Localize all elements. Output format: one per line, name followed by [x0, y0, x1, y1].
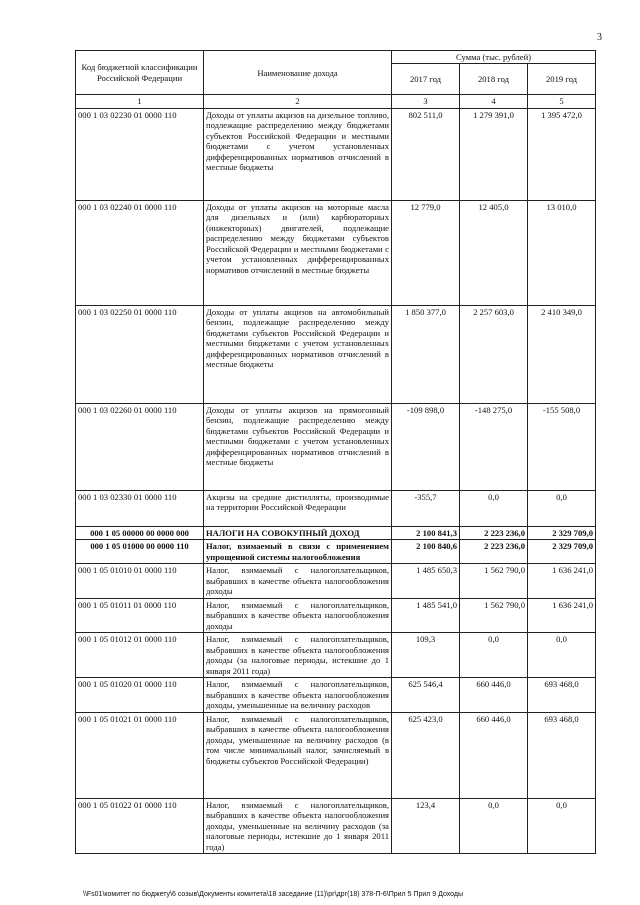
row-name: НАЛОГИ НА СОВОКУПНЫЙ ДОХОД [204, 526, 392, 539]
row-value-2017: 12 779,0 [392, 200, 460, 305]
col-number: 5 [528, 95, 596, 108]
row-code: 000 1 05 01011 01 0000 110 [76, 598, 204, 632]
col-number: 1 [76, 95, 204, 108]
row-code: 000 1 05 01000 00 0000 110 [76, 540, 204, 564]
row-value-2017: 625 423,0 [392, 712, 460, 798]
row-value-2018: 12 405,0 [460, 200, 528, 305]
col-number: 2 [204, 95, 392, 108]
row-value-2018: -148 275,0 [460, 403, 528, 490]
row-value-2019: 13 010,0 [528, 200, 596, 305]
row-code: 000 1 03 02250 01 0000 110 [76, 305, 204, 403]
row-value-2017: 2 100 841,3 [392, 526, 460, 539]
row-name: Акцизы на средние дистилляты, производимые на территории Российской Федерации [204, 490, 392, 526]
row-code: 000 1 05 01022 01 0000 110 [76, 798, 204, 853]
row-name: Доходы от уплаты акцизов на моторные масла для дизельных и (или) карбюраторных (инжекторных) двигателей, подлежащие распределению между бюджетами субъектов Российской Федерации и местными бюджетами с учетом установленных дифференцированных нормативов отчислений в местные бюджеты [204, 200, 392, 305]
table-row [76, 564, 596, 598]
row-code: 000 1 03 02260 01 0000 110 [76, 403, 204, 490]
row-value-2019: 693 468,0 [528, 678, 596, 712]
row-name: Налог, взимаемый с налогоплательщиков, выбравших в качестве объекта налогообложения доходы [204, 598, 392, 632]
row-value-2018: 660 446,0 [460, 678, 528, 712]
header-name: Наименование дохода [204, 51, 392, 95]
row-name: Доходы от уплаты акцизов на автомобильный бензин, подлежащие распределению между бюджетами субъектов Российской Федерации и местными бюджетами с учетом установленных дифференцированных нормативов отчислений в местные бюджеты [204, 305, 392, 403]
row-value-2019: 0,0 [528, 798, 596, 853]
row-value-2019: 1 395 472,0 [528, 108, 596, 200]
header-code: Код бюджетной классификации Российской Федерации [76, 51, 204, 95]
row-value-2017: -109 898,0 [392, 403, 460, 490]
row-value-2018: 2 223 236,0 [460, 526, 528, 539]
row-value-2018: 660 446,0 [460, 712, 528, 798]
col-number: 4 [460, 95, 528, 108]
row-value-2019: 0,0 [528, 633, 596, 678]
row-code: 000 1 03 02230 01 0000 110 [76, 108, 204, 200]
row-value-2018: 2 257 603,0 [460, 305, 528, 403]
row-value-2017: 625 546,4 [392, 678, 460, 712]
page-number: 3 [597, 32, 602, 43]
row-value-2018: 1 279 391,0 [460, 108, 528, 200]
header-year-2017: 2017 год [392, 64, 460, 95]
row-value-2017: 2 100 840,6 [392, 540, 460, 564]
row-value-2017: 1 850 377,0 [392, 305, 460, 403]
revenue-table [75, 50, 596, 854]
row-value-2018: 1 562 790,0 [460, 564, 528, 598]
file-path-footer: \\Fs01\комитет по бюджету\6 созыв\Документы комитета\18 заседание (11)\рг\дрг(18) 378-П-6\Прил 5 Прил 9 Доходы [83, 891, 464, 898]
row-name: Налог, взимаемый с налогоплательщиков, выбравших в качестве объекта налогообложения доходы, уменьшенные на величину расходов [204, 678, 392, 712]
row-value-2019: 1 636 241,0 [528, 564, 596, 598]
row-value-2019: -155 508,0 [528, 403, 596, 490]
col-number: 3 [392, 95, 460, 108]
row-value-2019: 693 468,0 [528, 712, 596, 798]
row-value-2017: 1 485 650,3 [392, 564, 460, 598]
table-row [76, 712, 596, 798]
table-row [76, 526, 596, 539]
table-row [76, 598, 596, 632]
row-name: Налог, взимаемый с налогоплательщиков, выбравших в качестве объекта налогообложения доходы (за налоговые периоды, истекшие до 1 января 2011 года) [204, 633, 392, 678]
row-value-2018: 0,0 [460, 798, 528, 853]
table-row [76, 305, 596, 403]
row-name: Налог, взимаемый с налогоплательщиков, выбравших в качестве объекта налогообложения доходы, уменьшенные на величину расходов (в том числе минимальный налог, зачисляемый в бюджеты субъектов Российской Федерации) [204, 712, 392, 798]
row-value-2017: 802 511,0 [392, 108, 460, 200]
row-value-2018: 1 562 790,0 [460, 598, 528, 632]
table-row [76, 540, 596, 564]
row-value-2017: 109,3 [392, 633, 460, 678]
header-year-2019: 2019 год [528, 64, 596, 95]
row-code: 000 1 05 01010 01 0000 110 [76, 564, 204, 598]
table-row [76, 633, 596, 678]
row-name: Налог, взимаемый с налогоплательщиков, выбравших в качестве объекта налогообложения доходы [204, 564, 392, 598]
row-code: 000 1 03 02330 01 0000 110 [76, 490, 204, 526]
row-name: Налог, взимаемый с налогоплательщиков, выбравших в качестве объекта налогообложения доходы, уменьшенные на величину расходов (за налоговые периоды, истекшие до 1 января 2011 года) [204, 798, 392, 853]
row-value-2019: 2 410 349,0 [528, 305, 596, 403]
row-name: Доходы от уплаты акцизов на прямогонный бензин, подлежащие распределению между бюджетами субъектов Российской Федерации и местными бюджетами с учетом установленных дифференцированных нормативов отчислений в местные бюджеты [204, 403, 392, 490]
row-value-2019: 2 329 709,0 [528, 540, 596, 564]
row-value-2017: -355,7 [392, 490, 460, 526]
row-value-2018: 0,0 [460, 490, 528, 526]
table-row [76, 798, 596, 853]
row-value-2017: 1 485 541,0 [392, 598, 460, 632]
row-value-2018: 2 223 236,0 [460, 540, 528, 564]
row-name: Налог, взимаемый в связи с применением упрощенной системы налогообложения [204, 540, 392, 564]
row-value-2018: 0,0 [460, 633, 528, 678]
row-code: 000 1 05 01021 01 0000 110 [76, 712, 204, 798]
table-row [76, 403, 596, 490]
table-row [76, 200, 596, 305]
table-row [76, 678, 596, 712]
header-sum: Сумма (тыс. рублей) [392, 51, 596, 64]
row-code: 000 1 05 00000 00 0000 000 [76, 526, 204, 539]
row-name: Доходы от уплаты акцизов на дизельное топливо, подлежащие распределению между бюджетами субъектов Российской Федерации и местными бюджетами с учетом установленных дифференцированных нормативов отчислений в местные бюджеты [204, 108, 392, 200]
table-row [76, 490, 596, 526]
row-code: 000 1 05 01012 01 0000 110 [76, 633, 204, 678]
row-value-2019: 0,0 [528, 490, 596, 526]
header-year-2018: 2018 год [460, 64, 528, 95]
row-value-2019: 1 636 241,0 [528, 598, 596, 632]
table-row [76, 108, 596, 200]
row-value-2017: 123,4 [392, 798, 460, 853]
row-value-2019: 2 329 709,0 [528, 526, 596, 539]
row-code: 000 1 03 02240 01 0000 110 [76, 200, 204, 305]
row-code: 000 1 05 01020 01 0000 110 [76, 678, 204, 712]
